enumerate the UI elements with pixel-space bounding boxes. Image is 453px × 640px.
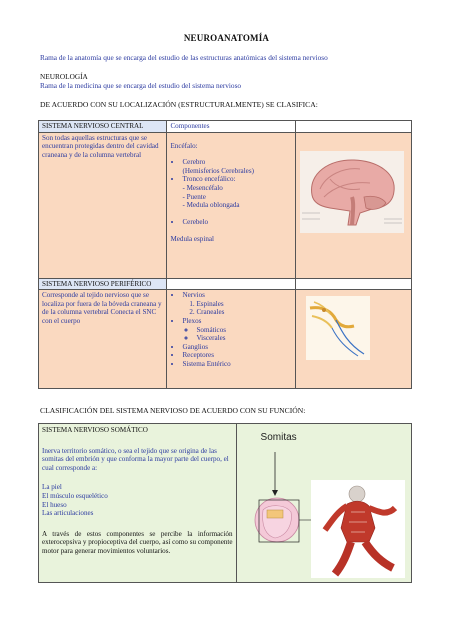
brain-sagittal-icon <box>300 151 404 233</box>
function-classification-table <box>38 423 412 583</box>
plexos-item: • Plexos ◦ Somáticos ◦ Viscerales <box>182 317 292 343</box>
anatomy-definition: Rama de la anatomía que se encarga del estudio de las estructuras anatómicas del sistema nervioso <box>40 53 328 62</box>
peripheral-components <box>167 290 296 389</box>
receptores-item: • Receptores <box>182 351 292 360</box>
peripheral-system-header: SISTEMA NERVIOSO PERIFÉRICO <box>39 278 167 290</box>
nerve-icon <box>306 296 370 360</box>
structural-classification-table <box>38 120 412 389</box>
page-title: NEUROANATOMÍA <box>183 33 270 43</box>
peripheral-system-description: Corresponde al tejido nervioso que se localiza por fuera de la bóveda craneana y de la columna vertebral Conecta el SNC con el cuerpo <box>39 290 167 389</box>
encefalo-label: Encéfalo: <box>170 141 198 150</box>
nervios-item: • Nervios 1. Espinales 2. Craneales <box>182 291 292 317</box>
somatic-paragraph: A través de estos componentes se percibe la información exterocepsiva y propioceptiva del cuerpo, así como su componente motor para generar movimientos voluntarios. <box>42 529 233 555</box>
ganglios-item: • Ganglios <box>182 343 292 352</box>
somatic-description: Inerva territorio somático, o sea el tejido que se origina de las somitas del embrión y que conforma la mayor parte del cuerpo, el cual corresponde a: <box>42 446 229 472</box>
brain-image-cell <box>296 132 412 278</box>
somites-muscle-icon <box>251 450 411 582</box>
central-components <box>167 132 296 278</box>
list-item: El hueso <box>42 500 67 509</box>
somatic-system-header: SISTEMA NERVIOSO SOMÁTICO <box>42 426 148 434</box>
neurology-title: NEUROLOGÍA <box>40 72 88 81</box>
neurology-definition: Rama de la medicina que se encarga del estudio del sistema nervioso <box>40 81 242 90</box>
list-item: Las articulaciones <box>42 509 94 518</box>
cerebelo-item: • Cerebelo <box>182 218 292 227</box>
somatic-items <box>42 483 233 517</box>
function-heading: CLASIFICACIÓN DEL SISTEMA NERVIOSO DE ACUERDO CON SU FUNCIÓN: <box>40 406 306 415</box>
list-item: El músculo esquelético <box>42 491 108 500</box>
somites-image-cell <box>236 424 411 583</box>
somitas-label: Somitas <box>260 432 297 443</box>
central-system-header: SISTEMA NERVIOSO CENTRAL <box>39 121 167 133</box>
medula-label: Medula espinal <box>170 235 214 244</box>
cerebro-item: • Cerebro (Hemisferios Cerebrales) <box>182 158 292 175</box>
classification-heading: DE ACUERDO CON SU LOCALIZACIÓN (ESTRUCTURALMENTE) SE CLASIFICA: <box>40 100 318 109</box>
list-item: La piel <box>42 483 62 492</box>
central-system-description: Son todas aquellas estructuras que se encuentran protegidas dentro del cavidad craneana y de la columna vertebral <box>39 132 167 278</box>
tronco-item: • Tronco encefálico: - Mesencéfalo - Puente - Medula oblongada <box>182 175 292 209</box>
enterico-item: • Sistema Entérico <box>182 360 292 369</box>
nerve-image-cell <box>296 290 412 389</box>
somatic-system-cell <box>39 424 237 583</box>
components-header: Componentes <box>167 121 296 133</box>
